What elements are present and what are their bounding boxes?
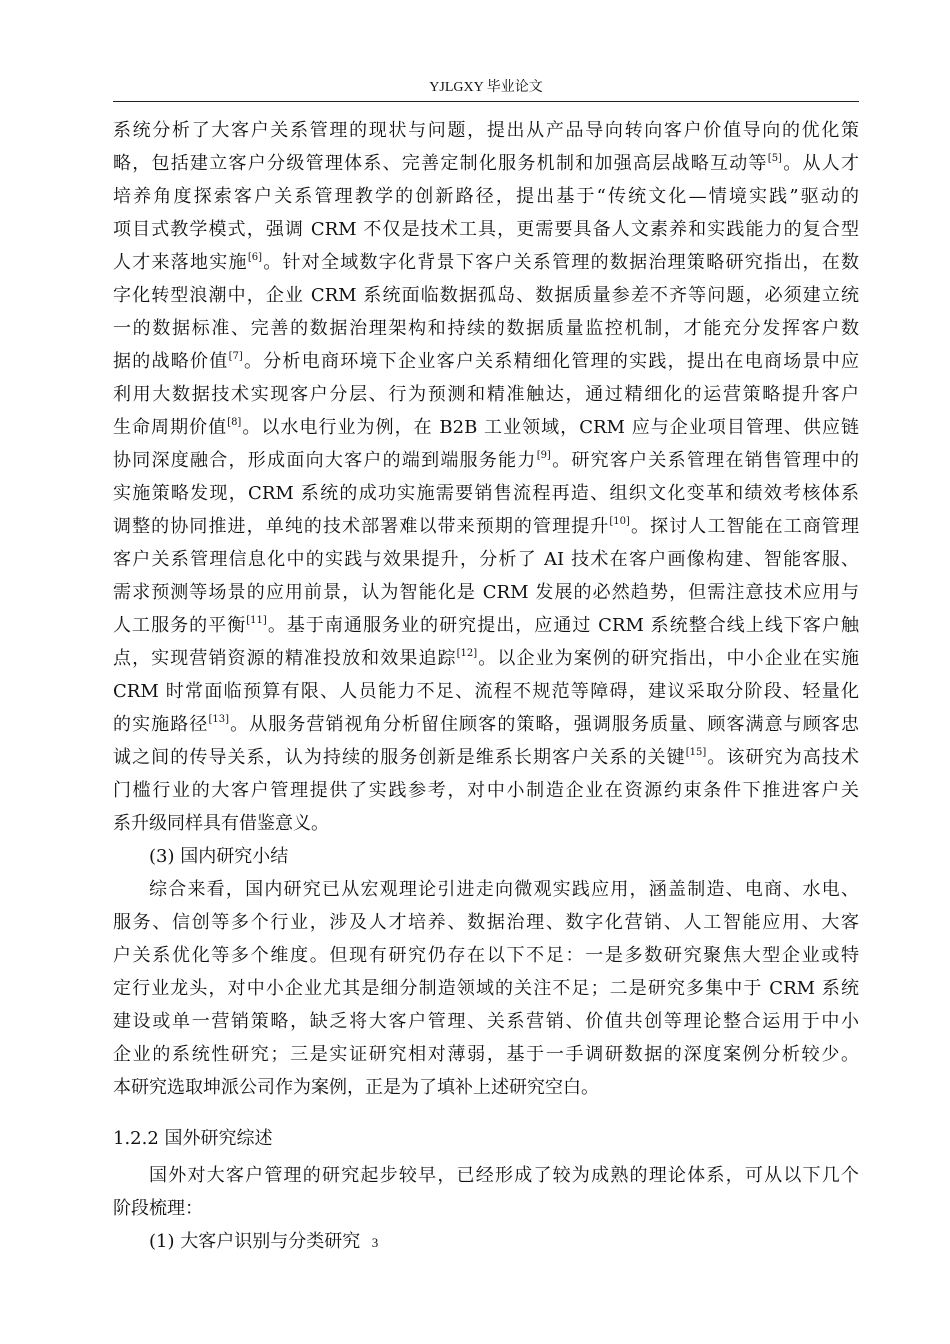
section-heading-foreign-research: 1.2.2 国外研究综述 [113,1128,273,1149]
header-divider [113,101,859,102]
body-line-3 [113,183,859,210]
body-line-5 [113,249,859,276]
body-line-8 [113,348,859,375]
body-line-9 [113,381,859,408]
summary-line-2: 服务、信创等多个行业，涉及人才培养、数据治理、数字化营销、人工智能应用、大客 [113,912,859,933]
body-line-10 [113,414,859,441]
body-line-15 [113,579,859,606]
text-segment: 系统分析了大客户关系管理的现状与问题，提出从产品导向转向客户价值导向的优化策 [113,120,859,141]
text-segment: 实施策略发现，CRM 系统的成功实施需要销售流程再造、组织文化变革和绩效考核体系 [113,483,859,504]
body-line-11 [113,447,859,474]
text-segment: 协同深度融合，形成面向大客户的端到端服务能力 [113,450,537,471]
text-segment: 。该研究为高技术 [706,747,860,768]
page-header: YJLGXY 毕业论文 [429,80,543,95]
body-line-17 [113,645,859,672]
body-line-20 [113,744,859,771]
body-line-12 [113,480,859,507]
text-segment: 点，实现营销资源的精准投放和效果追踪 [113,648,457,669]
body-line-6 [113,282,859,309]
citation-11: [11] [246,615,267,626]
summary-line-6: 企业的系统性研究；三是实证研究相对薄弱，基于一手调研数据的深度案例分析较少。 [113,1044,859,1065]
page-number: 3 [371,1235,379,1250]
text-segment: 字化转型浪潮中，企业 CRM 系统面临数据孤岛、数据质量参差不齐等问题，必须建立统 [113,285,859,306]
text-segment: 生命周期价值 [113,417,228,438]
citation-13: [13] [208,714,229,725]
text-segment: 。探讨人工智能在工商管理 [629,516,860,537]
citation-12: [12] [456,648,478,659]
text-segment: 。基于南通服务业的研究提出，应通过 CRM 系统整合线上线下客户触 [266,615,860,636]
citation-15: [15] [685,747,707,758]
subsection-heading-key-customer-identification: (1) 大客户识别与分类研究 [149,1231,361,1252]
text-segment: 人工服务的平衡 [113,615,247,636]
body-line-7 [113,315,859,342]
section-line-1: 国外对大客户管理的研究起步较早，已经形成了较为成熟的理论体系，可从以下几个 [149,1165,859,1186]
body-line-18 [113,678,859,705]
body-line-22 [113,810,859,837]
body-line-2 [113,150,859,177]
body-line-21 [113,777,859,804]
text-segment: 项目式教学模式，强调 CRM 不仅是技术工具，更需要具备人文素养和实践能力的复合型 [113,219,859,240]
text-segment: 调整的协同推进，单纯的技术部署难以带来预期的管理提升 [113,516,610,537]
text-segment: 。针对全域数字化背景下客户关系管理的数据治理策略研究指出，在数 [261,252,859,273]
body-line-16 [113,612,859,639]
body-line-14 [113,546,859,573]
text-segment: CRM 时常面临预算有限、人员能力不足、流程不规范等障碍，建议采取分阶段、轻量化 [113,681,859,702]
summary-line-1: 综合来看，国内研究已从宏观理论引进走向微观实践应用，涵盖制造、电商、水电、 [149,879,859,900]
body-line-1 [113,117,859,144]
text-segment: 。以水电行业为例，在 B2B 工业领域，CRM 应与企业项目管理、供应链 [241,417,860,438]
text-segment: 。分析电商环境下企业客户关系精细化管理的实践，提出在电商场景中应 [242,351,860,372]
text-segment: 。以企业为案例的研究指出，中小企业在实施 [477,648,860,669]
text-segment: 。从服务营销视角分析留住顾客的策略，强调服务质量、顾客满意与顾客忠 [229,714,860,735]
text-segment: 系升级同样具有借鉴意义。 [113,813,329,834]
citation-6: [6] [247,252,262,263]
citation-9: [9] [536,450,551,461]
text-segment: 利用大数据技术实现客户分层、行为预测和精准触达，通过精细化的运营策略提升客户 [113,384,859,405]
body-line-19 [113,711,859,738]
body-line-4 [113,216,859,243]
citation-10: [10] [609,516,630,527]
text-segment: 。从人才 [781,153,860,174]
text-segment: 略，包括建立客户分级管理体系、完善定制化服务机制和加强高层战略互动等 [113,153,768,174]
summary-line-7: 本研究选取坤派公司作为案例，正是为了填补上述研究空白。 [113,1077,599,1098]
text-segment: 需求预测等场景的应用前景，认为智能化是 CRM 发展的必然趋势，但需注意技术应用与 [113,582,859,603]
summary-line-4: 定行业龙头，对中小企业尤其是细分制造领域的关注不足；二是研究多集中于 CRM 系统 [113,978,859,999]
citation-5: [5] [767,153,782,164]
text-segment: 的实施路径 [113,714,209,735]
text-segment: 据的战略价值 [113,351,229,372]
text-segment: 一的数据标准、完善的数据治理架构和持续的数据质量监控机制，才能充分发挥客户数 [113,318,859,339]
section-line-2: 阶段梳理： [113,1198,203,1219]
body-line-13 [113,513,859,540]
summary-line-5: 建设或单一营销策略，缺乏将大客户管理、关系营销、价值共创等理论整合运用于中小 [113,1011,859,1032]
text-segment: 诚之间的传导关系，认为持续的服务创新是维系长期客户关系的关键 [113,747,686,768]
summary-line-3: 户关系优化等多个维度。但现有研究仍存在以下不足：一是多数研究聚焦大型企业或特 [113,945,859,966]
text-segment: 人才来落地实施 [113,252,248,273]
citation-7: [7] [228,351,243,362]
subsection-heading-domestic-summary: (3) 国内研究小结 [149,846,289,867]
text-segment: 门槛行业的大客户管理提供了实践参考，对中小制造企业在资源约束条件下推进客户关 [113,780,859,801]
text-segment: 。研究客户关系管理在销售管理中的 [550,450,859,471]
text-segment: 客户关系管理信息化中的实践与效果提升，分析了 AI 技术在客户画像构建、智能客服、 [113,549,859,570]
text-segment: 培养角度探索客户关系管理教学的创新路径，提出基于“传统文化—情境实践”驱动的 [113,186,859,207]
citation-8: [8] [227,417,242,428]
